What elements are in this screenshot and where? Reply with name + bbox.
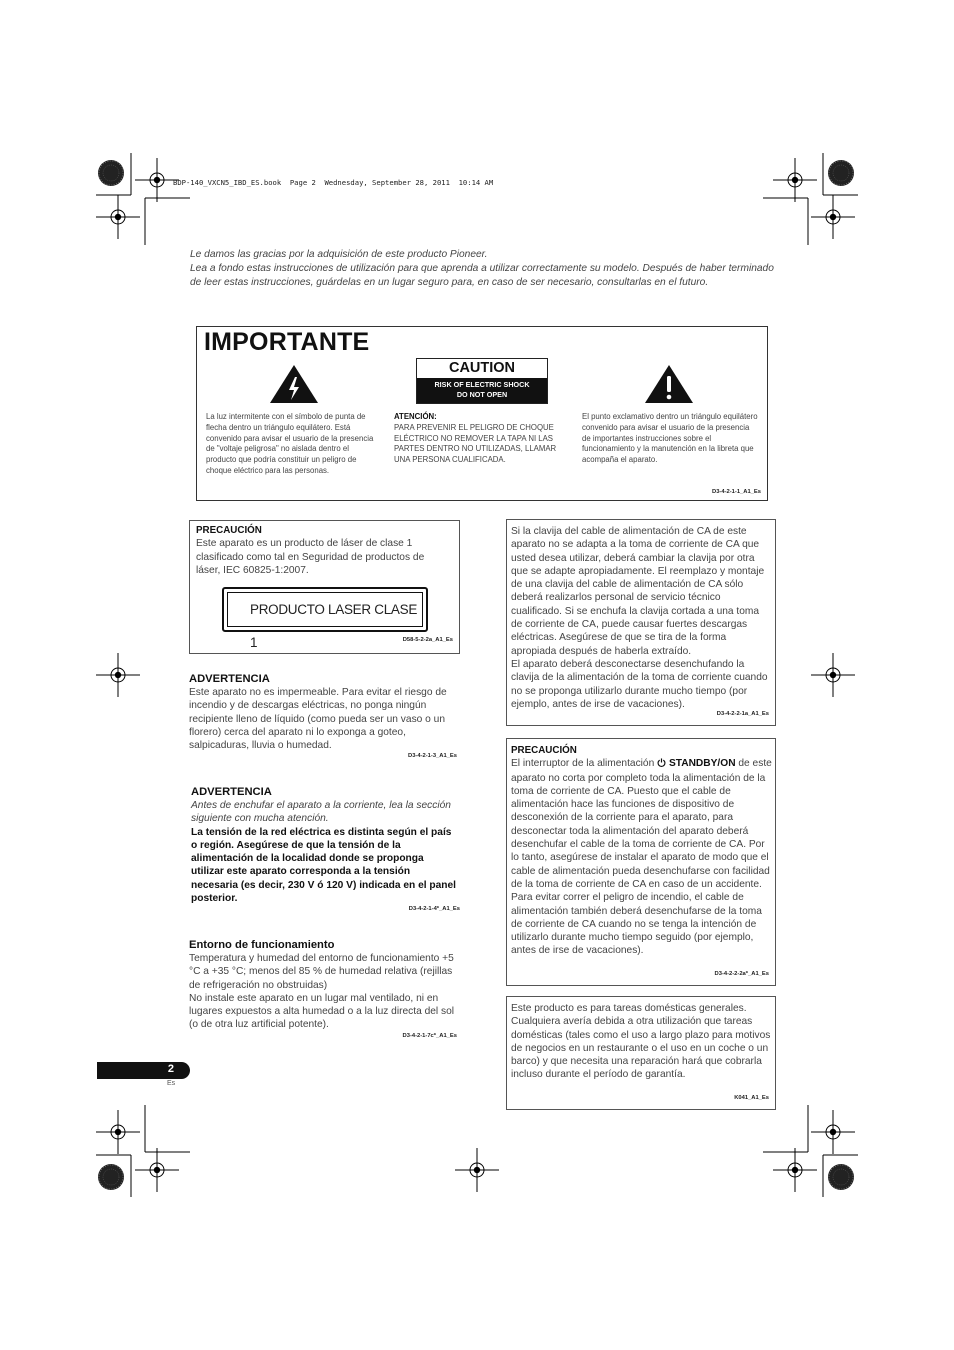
- atencion-block: [394, 412, 572, 466]
- entorno-code: D3-4-2-1-7c*_A1_Es: [402, 1033, 457, 1039]
- advertencia-2-code: D3-4-2-1-4*_A1_Es: [408, 906, 460, 912]
- advertencia-1-text: Este aparato no es impermeable. Para evitar el riesgo de incendio y de descargas eléctricas, no ponga ningún recipiente lleno de líquido (como pueda ser un vaso o un florero) cerca del aparato ni lo exponga a goteo, salpicaduras, lluvia o humedad.: [189, 687, 447, 752]
- precaucion-laser-content: [196, 524, 450, 577]
- standby-on-key: STANDBY/ON: [668, 758, 736, 770]
- precaucion-standby-code: D3-4-2-2-2a*_A1_Es: [714, 971, 769, 977]
- intro-text: [190, 248, 775, 291]
- entorno-text-1: Temperatura y humedad del entorno de funcionamiento +5 °C a +35 °C; menos del 85 % de humedad relativa (rejillas de refrigeración no obstruidas): [189, 953, 454, 991]
- precaucion-standby-pre: El interruptor de la alimentación: [511, 758, 658, 770]
- atencion-heading: ATENCIÓN:: [394, 412, 437, 421]
- lightning-warning-icon: [268, 363, 320, 405]
- entorno-heading: Entorno de funcionamiento: [189, 939, 335, 951]
- domestico-code: K041_A1_Es: [734, 1095, 769, 1101]
- lightning-explanation: La luz intermitente con el símbolo de punta de flecha dentro un triángulo equilátero. Está convenido para avisar el usuario de la presencia de "voltaje peligrosa" no aislada dentro el producto que podría constituir un peligro de choque eléctrico para las personas.: [206, 412, 374, 475]
- advertencia-2-bold: La tensión de la red eléctrica es distinta según el país o región. Asegúrese de que la tensión de la alimentación de la localidad donde se proponga utilizar este aparato corresponda a la tensión necesaria (es decir, 230 V ó 120 V) indicada en el panel posterior.: [191, 826, 457, 905]
- precaucion-standby-heading: PRECAUCIÓN: [511, 745, 577, 756]
- domestico-text: Este producto es para tareas domésticas generales. Cualquiera avería debida a otra utilización que tareas domésticas (tales como el uso a largo plazo para motivos de negocios en un restaurante o el uso en un coche o un barco) y que necesita una reparación hará que cobrarla incluso durante el período de garantía.: [511, 1003, 771, 1081]
- caution-label: [416, 358, 548, 404]
- clavija-text-1: Si la clavija del cable de alimentación de CA de este aparato no se adapta a la toma de corriente de CA que usted desea utilizar, deberá cambiar la clavija por otra que se adapte apropiadamente. El reemplazo y montaje de una clavija del cable de alimentación de CA sólo deberá realizarlos personal de servicio técnico cualificado. Si se enchufa la clavija cortada a una toma de corriente de CA, puede causar fuertes descargas eléctricas. Asegúrese de que se tira de la forma apropiada después de haberla extraído.: [511, 526, 765, 657]
- intro-line-2: Lea a fondo estas instrucciones de utilización para que aprenda a utilizar correctamente su modelo. Después de haber terminado de leer estas instrucciones, guárdelas en un lugar seguro para, en caso de ser necesario, consultarlas en el futuro.: [190, 263, 774, 289]
- precaucion-standby-text: [511, 757, 772, 957]
- advertencia-1-code: D3-4-2-1-3_A1_Es: [408, 753, 457, 759]
- intro-line-1: Le damos las gracias por la adquisición de este producto Pioneer.: [190, 249, 488, 260]
- clavija-code: D3-4-2-2-1a_A1_Es: [716, 711, 769, 717]
- advertencia-1-heading: ADVERTENCIA: [189, 673, 270, 685]
- advertencia-1: [189, 672, 457, 752]
- power-icon: [657, 758, 666, 771]
- atencion-text: PARA PREVENIR EL PELIGRO DE CHOQUE ELÉCTRICO NO REMOVER LA TAPA NI LAS PARTES DENTRO NO UTILIZADAS, LLAMAR UNA PERSONA CUALIFICADA.: [394, 422, 557, 465]
- clavija-text-2: El aparato deberá desconectarse desenchufando la clavija de la alimentación de la toma de corriente cuando no se proponga utilizarlo durante mucho tiempo (por ejemplo, antes de irse de vacaciones).: [511, 658, 768, 710]
- advertencia-2: [191, 785, 458, 905]
- advertencia-2-heading: ADVERTENCIA: [191, 786, 272, 798]
- clavija-content: [511, 525, 772, 711]
- precaucion-standby-post: de este aparato no corta por completo toda la alimentación de la toma de corriente de CA. Puesto que el cable de alimentación hace las funciones de dispositivo de desconexión de la corriente para el aparato, para desconectar toda la alimentación del aparato deberá desenchufar el cable de la toma de corriente de CA. Por lo tanto, asegúrese de instalar el aparato de modo que el cable de alimentación pueda desenchufarse con facilidad de la toma de corriente de CA en caso de un accidente. Para evitar correr el peligro de incendio, el cable de alimentación también deberá desenchufarse de la toma de corriente de CA cuando no se tenga la intención de utilizarlo durante mucho tiempo seguido (por ejemplo, antes de irse de vacaciones).: [511, 758, 772, 957]
- importante-code: D3-4-2-1-1_A1_Es: [712, 489, 761, 495]
- importante-title: IMPORTANTE: [204, 328, 370, 356]
- caution-subline-2: DO NOT OPEN: [456, 390, 508, 399]
- laser-class-label-inner: PRODUCTO LASER CLASE 1: [227, 592, 423, 627]
- caution-band: [417, 378, 547, 403]
- entorno-text-2: No instale este aparato en un lugar mal ventilado, ni en lugares expuestos a alta humedad o a la luz directa del sol (o de otra luz artificial potente).: [189, 992, 455, 1031]
- page-number: 2: [167, 1063, 174, 1075]
- page-number-tab: [97, 1062, 190, 1079]
- precaucion-laser-heading: PRECAUCIÓN: [196, 525, 262, 536]
- precaucion-laser-code: D58-5-2-2a_A1_Es: [402, 637, 453, 643]
- caution-title: CAUTION: [448, 360, 516, 376]
- precaucion-laser-text: Este aparato es un producto de láser de clase 1 clasificado como tal en Seguridad de productos de láser, IEC 60825-1:2007.: [196, 538, 425, 576]
- exclamation-warning-icon: [643, 363, 695, 405]
- entorno-block: [189, 938, 459, 1032]
- book-header-line: BDP-140_VXCN5_IBD_ES.book Page 2 Wednesday, September 28, 2011 10:14 AM: [173, 178, 494, 187]
- precaucion-standby-content: [511, 744, 772, 958]
- caution-subline-1: RISK OF ELECTRIC SHOCK: [434, 380, 530, 389]
- advertencia-2-italic: Antes de enchufar el aparato a la corriente, lea la sección siguiente con mucha atención.: [191, 800, 451, 825]
- page-lang: Es: [167, 1080, 176, 1087]
- exclamation-explanation: El punto exclamativo dentro un triángulo equilátero convenido para avisar el usuario de la presencia de importantes instrucciones sobre el funcionamiento y la manutención en la libreta que acompaña el aparato.: [582, 412, 758, 465]
